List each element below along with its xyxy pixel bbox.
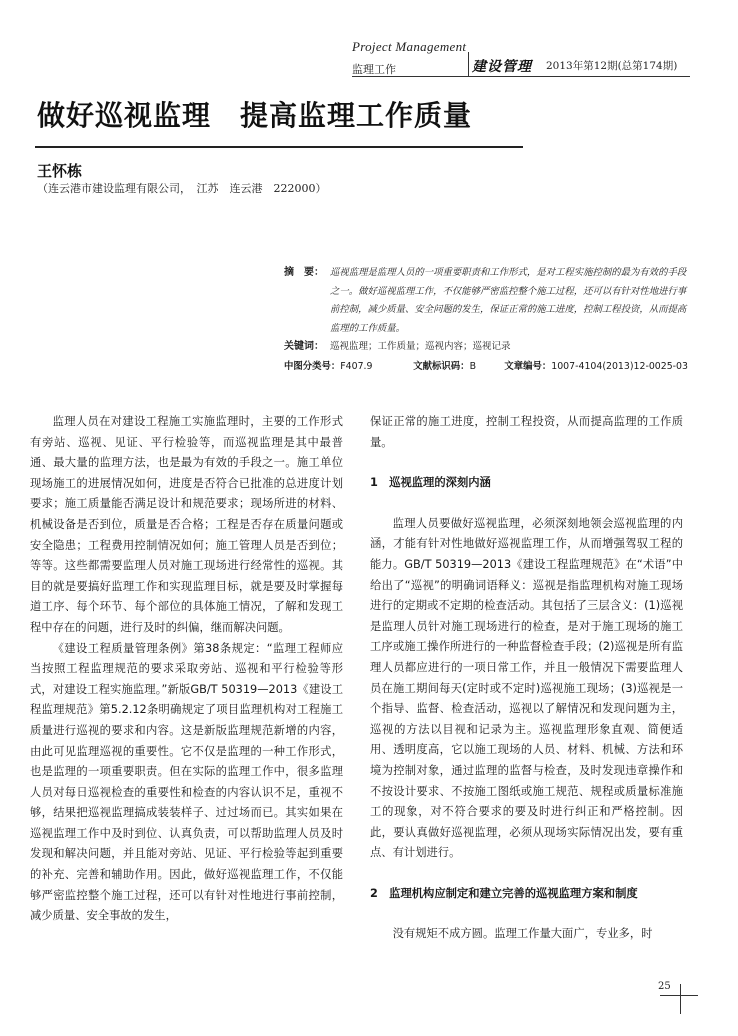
body-paragraph: 监理人员在对建设工程施工实施监理时，主要的工作形式有旁站、巡视、见证、平行检验等，而巡视监理是其中最普通、最大量的监理方法，也是最为有效的手段之一。施工单位现场施工的进展情况如何，进度是否符合已批准的总进度计划要求；施工质量能否满足设计和规范要求；现场所进的材料、机械设备是否到位，质量是否合格；工程是否存在质量问题或安全隐患；工程费用控制情况如何；施工管理人员是否到位；等等。这些都需要监理人员对施工现场进行经常性的巡视。其目的就是要搞好监理工作和实现监理目标，就是要及时掌握每道工序、每个环节、每个部位的具体施工情况，了解和发现工程中存在的问题，进行及时的纠偏，继而解决问题。 — [30, 415, 343, 634]
abstract-label: 摘 要： — [284, 267, 324, 278]
clc-label: 中图分类号： — [284, 360, 341, 372]
abstract-row — [284, 264, 688, 338]
page-number: 25 — [658, 981, 671, 992]
body-paragraph: 监理人员要做好巡视监理，必须深刻地领会巡视监理的内涵，才能有针对性地做好巡视监理工作，从而增强驾驭工程的能力。GB/T 50319—2013《建设工程监理规范》在“术语”中给出了“巡视”的明确词语释义：巡视是指监理机构对施工现场进行的定期或不定期的检查活动。其包括了三层含义：(1)巡视是监理人员针对施工现场进行的检查，是对于施工现场的施工工序或施工操作所进行的一种监督检查手段；(2)巡视是所有监理人员都应进行的一项日常工作，并且一般情况下需要监理人员在施工期间每天(定时或不定时)巡视施工现场；(3)巡视是一个指导、监督、检查活动，巡视以了解情况和发现问题为主，巡视的方法以目视和记录为主。巡视监理形象直观、简便适用、透明度高，它以施工现场的人员、材料、机械、方法和环境为控制对象，通过监理的监督与检查，及时发现违章操作和不按设计要求、不按施工图纸或施工规范、规程或质量标准施工的现象，对不符合要求的要及时进行纠正和严格控制。因此，要认真做好巡视监理，必须从现场实际情况出发，要有重点、有计划进行。 — [370, 516, 683, 860]
header-divider — [468, 52, 469, 76]
clc-value: F407.9 — [340, 360, 373, 372]
classification-row — [284, 359, 688, 375]
abstract-text: 巡视监理是监理人员的一项重要职责和工作形式，是对工程实施控制的最为有效的手段之一。做好巡视监理工作，不仅能够严密监控整个施工过程，还可以有针对性地进行事前控制，减少质量、安全问题的发生，保证正常的施工进度，控制工程投资，从而提高监理的工作质量。 — [330, 267, 687, 334]
doc-code-item — [413, 359, 504, 375]
article-title: 做好巡视监理 提高监理工作质量 — [37, 99, 473, 132]
clc-item — [284, 359, 413, 375]
header-rule — [352, 76, 690, 77]
body-left-column — [30, 412, 343, 927]
keywords-text: 巡视监理；工作质量；巡视内容；巡视记录 — [330, 341, 511, 352]
journal-english-title: Project Management — [352, 39, 467, 54]
abstract-block — [284, 264, 688, 375]
article-no-label: 文章编号： — [504, 360, 552, 372]
body-paragraph: 没有规矩不成方圆。监理工作量大面广，专业多，时 — [392, 927, 653, 941]
title-rule — [35, 146, 523, 148]
doc-code-label: 文献标识码： — [413, 360, 470, 372]
keywords-row — [284, 338, 688, 357]
author-affiliation: （连云港市建设监理有限公司， 江苏 连云港 222000） — [37, 182, 327, 195]
crop-mark-horizontal — [660, 995, 698, 996]
journal-chinese-title: 建设管理 — [472, 59, 532, 75]
crop-mark-vertical — [680, 984, 681, 1014]
body-right-column — [370, 412, 683, 945]
author-name: 王怀栋 — [37, 162, 83, 180]
doc-code-value: B — [469, 360, 476, 372]
body-paragraph: 保证正常的施工进度，控制工程投资，从而提高监理的工作质量。 — [370, 415, 683, 449]
keywords-label: 关键词： — [284, 341, 324, 352]
section-label: 监理工作 — [352, 63, 396, 76]
section-heading-2: 2 监理机构应制定和建立完善的巡视监理方案和制度 — [370, 886, 638, 900]
issue-info: 2013年第12期(总第174期) — [546, 60, 678, 72]
body-paragraph: 《建设工程质量管理条例》第38条规定：“监理工程师应当按照工程监理规范的要求采取旁站、巡视和平行检验等形式，对建设工程实施监理。”新版GB/T 50319—2013《建设工程监理规范》第5.2.12条明确规定了项目监理机构对工程施工质量进行巡视的要求和内容。这是新版监理规范新增的内容，由此可见监理巡视的重要性。它不仅是监理的一种工作形式，也是监理的一项重要职责。但在实际的监理工作中，很多监理人员对每日巡视检查的重要性和检查的内容认识不足，重视不够，结果把巡视监理搞成装装样子、过过场而已。其实如果在巡视监理工作中及时到位、认真负责，可以帮助监理人员及时发现和解决问题，并且能对旁站、见证、平行检验等起到重要的补充、完善和辅助作用。因此，做好巡视监理工作，不仅能够严密监控整个施工过程，还可以有针对性地进行事前控制，减少质量、安全事故的发生， — [30, 641, 343, 923]
article-no-value: 1007-4104(2013)12-0025-03 — [551, 360, 688, 372]
article-no-item — [504, 359, 688, 375]
section-heading-1: 1 巡视监理的深刻内涵 — [370, 476, 491, 490]
